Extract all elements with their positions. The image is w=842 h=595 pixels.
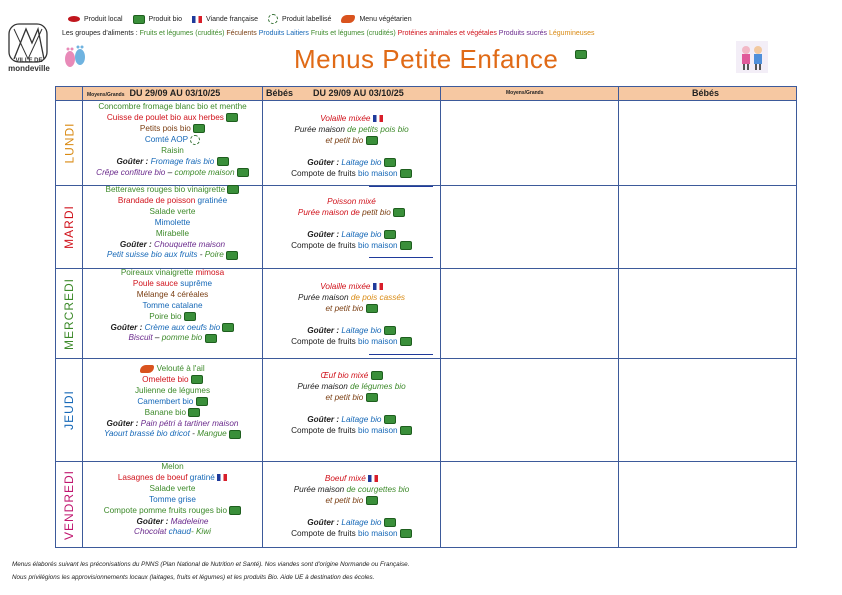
- header-moyens-grands: Moyens/Grands DU 29/09 AU 03/10/25: [87, 88, 221, 98]
- bio-icon: [184, 312, 196, 321]
- day-label-lundi: LUNDI: [62, 121, 77, 164]
- menu-item: Volaille mixée: [320, 282, 371, 291]
- page-title: Menus Petite Enfance: [294, 44, 559, 74]
- menu-item: Mirabelle: [155, 228, 190, 238]
- bio-icon: [384, 415, 396, 424]
- underline-mark: [369, 354, 433, 355]
- menu-item: Volaille mixée: [320, 114, 371, 123]
- day-label-mercredi: MERCREDI: [62, 277, 77, 350]
- french-flag-icon: [217, 474, 227, 481]
- menu-item: Poire bio: [149, 311, 182, 321]
- bio-icon: [366, 304, 378, 313]
- menu-item: Salade verte: [149, 483, 196, 493]
- legend-item: Produit labellisé: [268, 14, 331, 24]
- menu-jeudi-bebes: Œuf bio mixé Purée maison de légumes bio et petit bio Goûter : Laitage bio Compote de fruits bio maison: [263, 371, 440, 436]
- bio-icon: [393, 208, 405, 217]
- bio-icon: [384, 158, 396, 167]
- children-illustration-icon: [735, 40, 769, 74]
- french-flag-icon: [192, 16, 202, 23]
- bio-icon: [371, 371, 383, 380]
- menu-item: Camembert bio: [137, 396, 194, 406]
- bio-icon: [217, 157, 229, 166]
- menu-lundi-moyens-grands: Concombre fromage blanc bio et menthe Cuisse de poulet bio aux herbes Petits pois bio Comté AOP Raisin Goûter : Fromage frais bio Crêpe confiture bio – compote maison: [83, 102, 262, 179]
- vegetarian-icon: [140, 365, 154, 373]
- food-groups-intro: Les groupes d'aliments :: [62, 30, 140, 37]
- menu-mercredi-moyens-grands: Poireaux vinaigrette mimosa Poule sauce suprême Mélange 4 céréales Tomme catalane Poire bio Goûter : Crème aux oeufs bio Biscuit – pomme bio: [83, 268, 262, 344]
- bio-icon: [366, 393, 378, 402]
- label-quality-icon: [268, 14, 278, 24]
- underline-mark: [369, 257, 433, 258]
- menu-item: Velouté à l'ail: [156, 364, 205, 373]
- bio-icon: [193, 124, 205, 133]
- bio-icon: [229, 430, 241, 439]
- menu-item: Concombre fromage blanc bio et menthe: [98, 102, 247, 111]
- french-flag-icon: [373, 115, 383, 122]
- menu-mardi-bebes: Poisson mixé Purée maison de petit bio Goûter : Laitage bio Compote de fruits bio maison: [263, 197, 440, 252]
- group-laitiers: Produits Laitiers: [258, 30, 309, 37]
- table-divider: [618, 86, 619, 548]
- bio-icon: [188, 408, 200, 417]
- day-label-vendredi: VENDREDI: [62, 469, 77, 541]
- bio-icon: [400, 169, 412, 178]
- bio-icon: [226, 251, 238, 260]
- menu-vendredi-bebes: Boeuf mixé Purée maison de courgettes bio et petit bio Goûter : Laitage bio Compote de fruits bio maison: [263, 474, 440, 539]
- day-label-mardi: MARDI: [62, 205, 77, 249]
- menu-item: Julienne de légumes: [134, 385, 211, 395]
- bio-icon: [384, 518, 396, 527]
- underline-mark: [369, 186, 433, 187]
- group-fruits-legumes-2: Fruits et légumes (crudités): [310, 30, 396, 37]
- menu-item: Poisson mixé: [327, 197, 376, 206]
- menu-item: Omelette bio: [142, 374, 189, 384]
- footer-note-2: Nous privilégions les approvisionnements locaux (laitages, fruits et légumes) et les produits Bio. Aide UE à destination des écoles.: [12, 574, 375, 581]
- bio-icon: [366, 496, 378, 505]
- menu-item: Comté AOP: [144, 134, 188, 144]
- footer-note-1: Menus élaborés suivant les préconisations du PNNS (Plan National de Nutrition et Santé). Nos viandes sont d'origine Normande ou Française.: [12, 561, 410, 568]
- menu-item: Cuisse de poulet bio aux herbes: [106, 112, 224, 122]
- legend-item: Menu végétarien: [341, 15, 411, 23]
- legend-item: Produit bio: [133, 15, 182, 24]
- kids-footprint-icon: [62, 44, 88, 70]
- menu-item: Melon: [161, 462, 184, 471]
- group-feculents: Féculents: [226, 30, 257, 37]
- vegetarian-icon: [341, 15, 355, 23]
- bio-icon: [237, 168, 249, 177]
- bio-icon: [400, 337, 412, 346]
- bio-icon: [133, 15, 145, 24]
- legend-item: Viande française: [192, 16, 258, 23]
- logo-text: VILLE DE mondeville: [8, 58, 50, 73]
- menu-mardi-moyens-grands: Betteraves rouges bio vinaigrette Brandade de poisson gratinée Salade verte Mimolette Mirabelle Goûter : Chouquette maison Petit suisse bio aux fruits - Poire: [83, 185, 262, 261]
- bio-icon: [400, 529, 412, 538]
- bio-icon: [384, 230, 396, 239]
- group-fruits-legumes: Fruits et légumes (crudités): [139, 30, 225, 37]
- header-bebes-2: Bébés: [692, 88, 720, 98]
- local-product-icon: [68, 16, 80, 22]
- menu-item: Mélange 4 céréales: [136, 289, 209, 299]
- bio-icon: [226, 113, 238, 122]
- header-bebes: Bébés DU 29/09 AU 03/10/25: [266, 88, 404, 98]
- menu-item: Petits pois bio: [139, 123, 191, 133]
- menu-mercredi-bebes: Volaille mixée Purée maison de pois cassés et petit bio Goûter : Laitage bio Compote de fruits bio maison: [263, 282, 440, 347]
- menu-item: Betteraves rouges bio vinaigrette: [105, 185, 226, 194]
- menu-item: Mimolette: [154, 217, 191, 227]
- food-groups: [62, 30, 595, 37]
- menu-item: Tomme grise: [149, 494, 196, 504]
- bio-icon: [227, 185, 239, 194]
- menu-item: Salade verte: [149, 206, 196, 216]
- group-legumineuses: Légumineuses: [549, 30, 595, 37]
- group-sucres: Produits sucrés: [498, 30, 548, 37]
- menu-jeudi-moyens-grands: Velouté à l'ail Omelette bio Julienne de légumes Camembert bio Banane bio Goûter : Pain pétri à tartiner maison Yaourt brassé bio dricot - Mangue: [83, 364, 262, 440]
- table-divider: [55, 358, 797, 359]
- menu-vendredi-moyens-grands: Melon Lasagnes de boeuf gratiné Salade verte Tomme grise Compote pomme fruits rouges bio Goûter : Madeleine Chocolat chaud- Kiwi: [83, 462, 262, 538]
- menu-lundi-bebes: Volaille mixée Purée maison de petits pois bio et petit bio Goûter : Laitage bio Compote de fruits bio maison: [263, 114, 440, 179]
- bio-icon: [384, 326, 396, 335]
- bio-icon: [400, 241, 412, 250]
- menu-item: Fromage frais bio: [150, 156, 215, 166]
- legend: [68, 14, 412, 24]
- bio-icon: [205, 334, 217, 343]
- bio-icon: [366, 136, 378, 145]
- label-quality-icon: [190, 135, 200, 145]
- table-divider: [440, 86, 441, 548]
- bio-icon: [196, 397, 208, 406]
- french-flag-icon: [373, 283, 383, 290]
- bio-icon: [229, 506, 241, 515]
- group-proteines: Protéines animales et végétales: [397, 30, 497, 37]
- french-flag-icon: [368, 475, 378, 482]
- bio-icon: [222, 323, 234, 332]
- menu-item: Boeuf mixé: [324, 474, 366, 483]
- menu-item: Compote pomme fruits rouges bio: [103, 505, 228, 515]
- bio-icon: [400, 426, 412, 435]
- menu-item: Raisin: [161, 145, 184, 155]
- bio-icon: [191, 375, 203, 384]
- menu-item: Tomme catalane: [142, 300, 203, 310]
- day-label-jeudi: JEUDI: [62, 390, 77, 430]
- bio-icon: [575, 50, 587, 59]
- menu-item: Banane bio: [144, 407, 187, 417]
- legend-item: Produit local: [68, 16, 123, 23]
- header-moyens-grands-2: Moyens/Grands: [506, 90, 544, 96]
